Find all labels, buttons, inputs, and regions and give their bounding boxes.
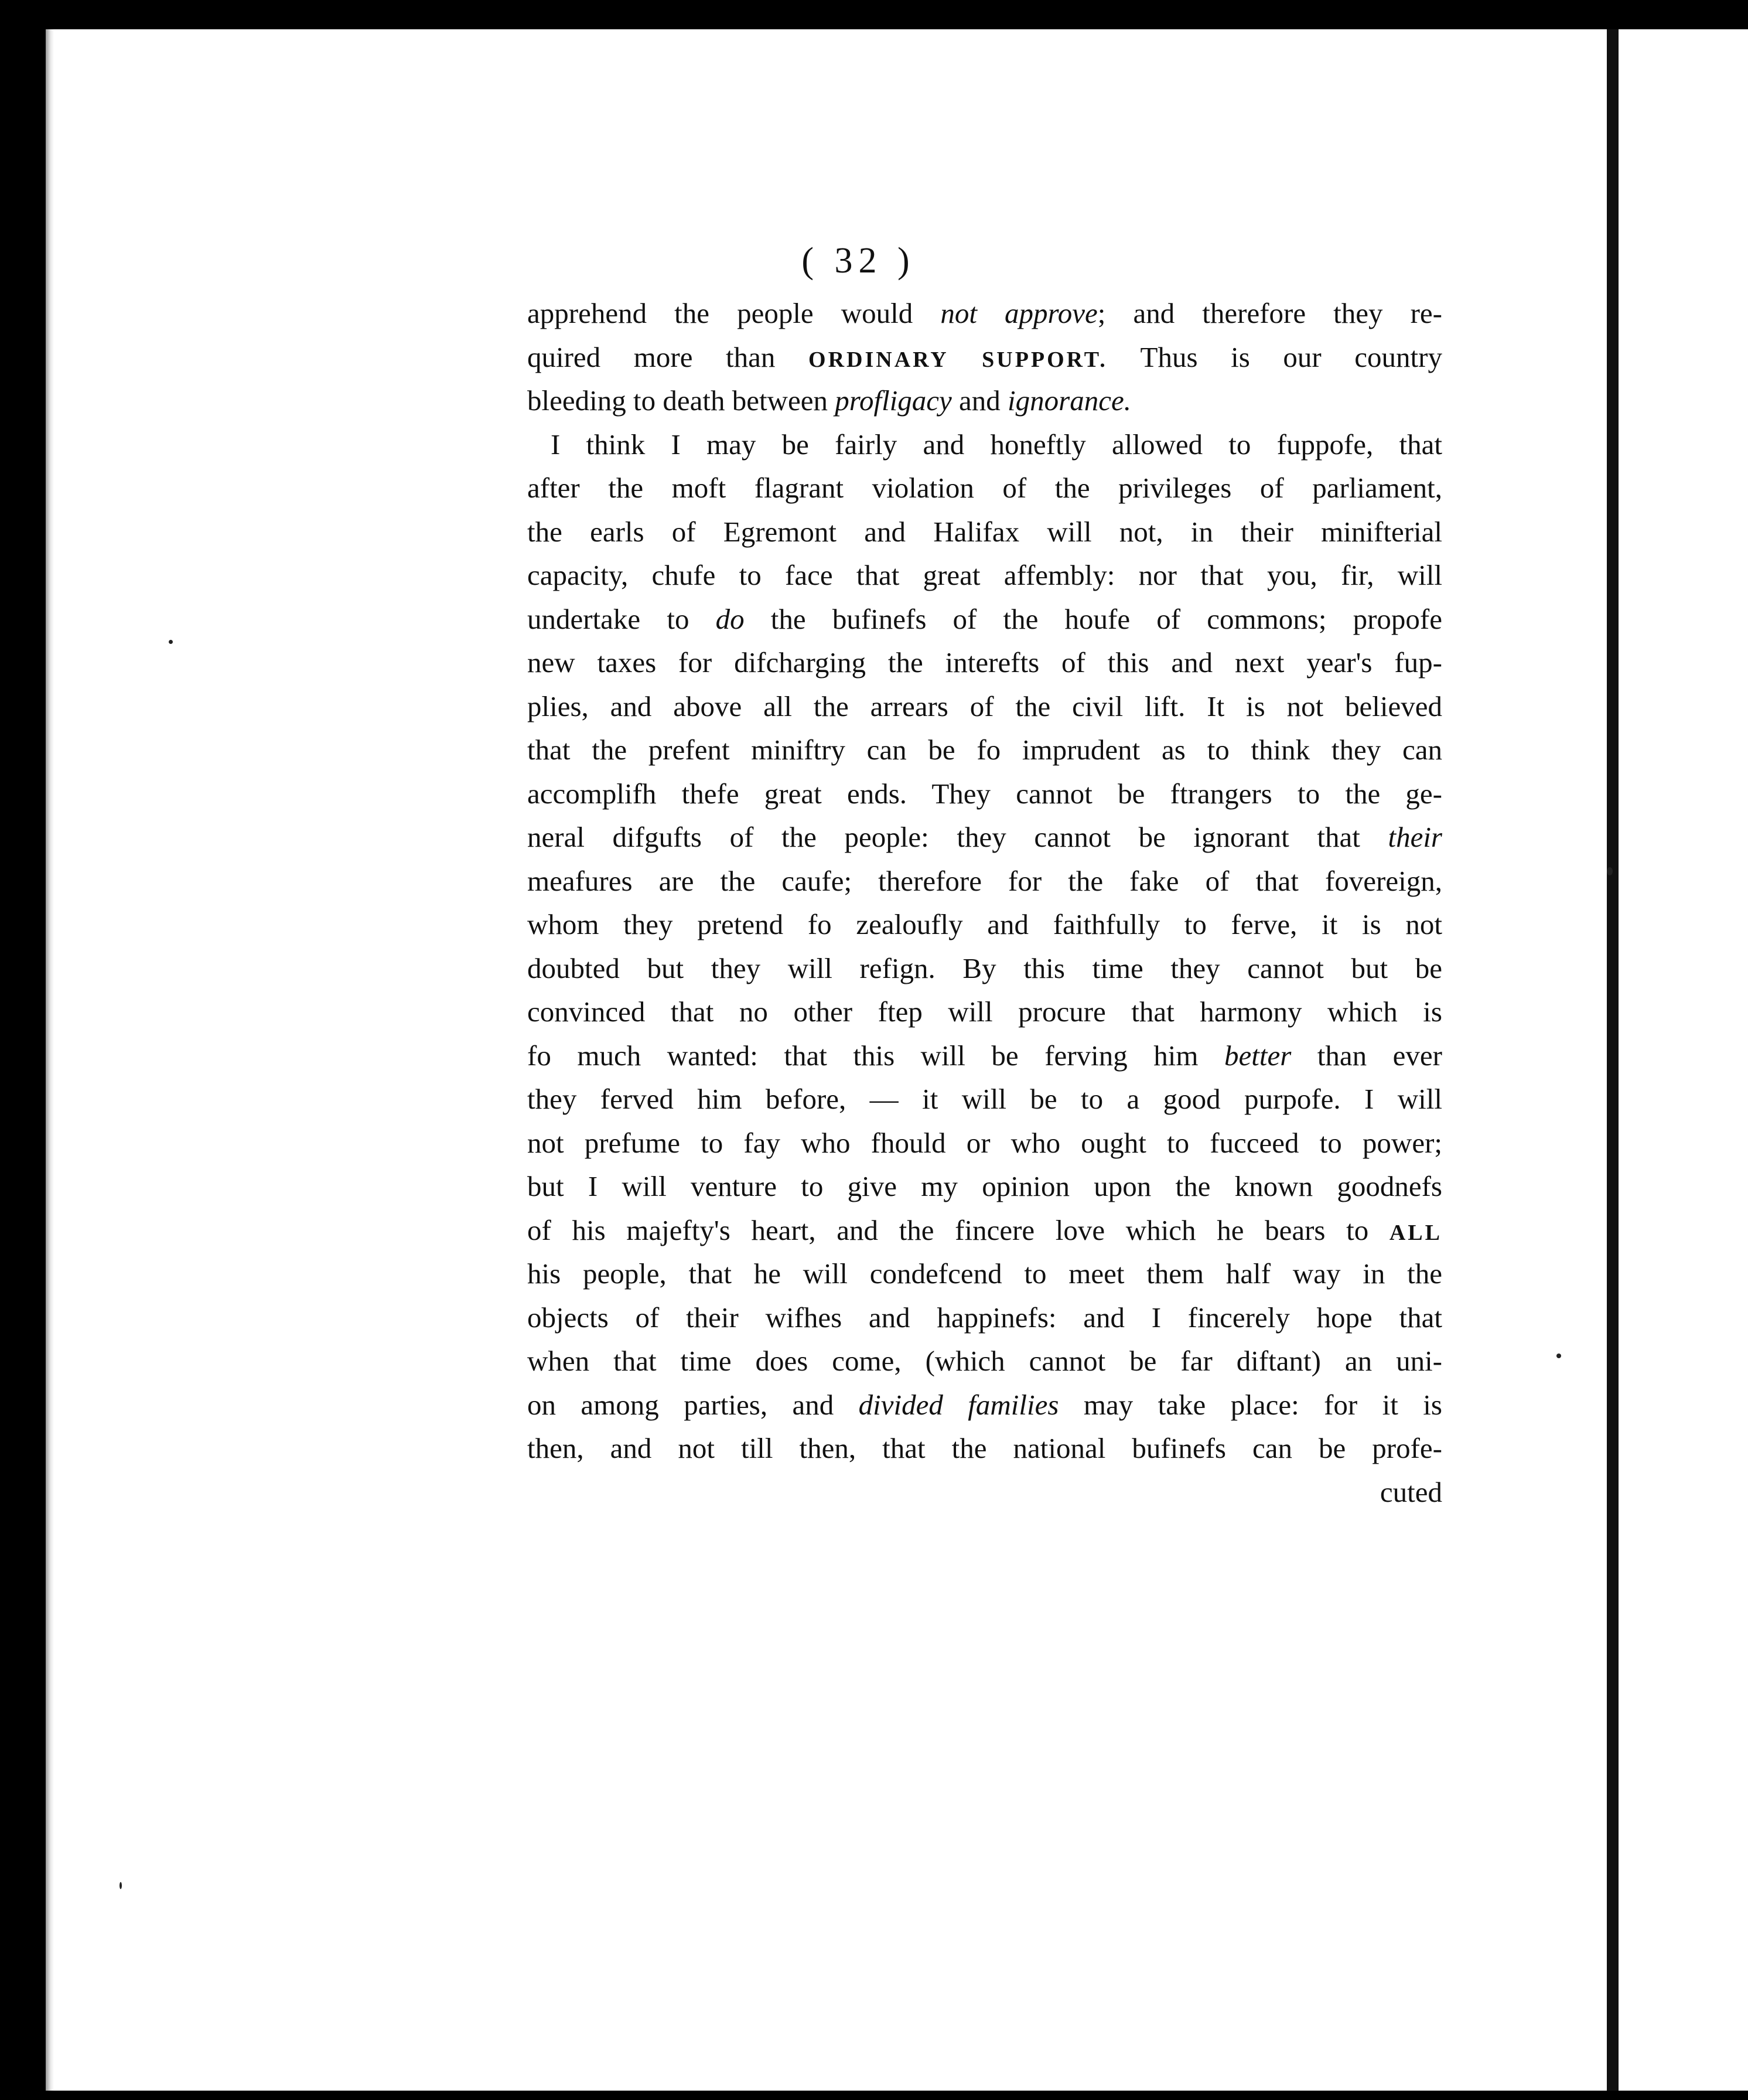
book-page: [46, 29, 1607, 2091]
facing-page-edge: [1619, 29, 1748, 2091]
text-run: Thus is our country: [1107, 340, 1442, 373]
text-run: whom they pretend fo zealoufly and faithfully to ferve, it is not: [527, 908, 1442, 940]
text-line: [527, 1121, 1442, 1165]
text-run: his people, that he will condefcend to meet them half way in the: [527, 1257, 1442, 1290]
text-run: on among parties, and: [527, 1388, 859, 1421]
body-text: [527, 292, 1442, 1534]
text-run: new taxes for difcharging the interefts of this and next year's fup-: [527, 646, 1442, 679]
text-line: [527, 510, 1442, 554]
text-line: [527, 292, 1442, 336]
text-run: I think I may be fairly and honeftly allowed to fuppofe, that: [551, 428, 1442, 461]
italic-text: better: [1224, 1039, 1292, 1072]
italic-text: ignorance.: [1008, 384, 1131, 417]
text-line: [527, 990, 1442, 1034]
text-run: than ever: [1291, 1039, 1442, 1072]
text-line: [527, 423, 1442, 467]
text-line: [527, 1383, 1442, 1427]
text-run: the bufinefs of the houfe of commons; propofe: [744, 602, 1442, 635]
text-run: objects of their wifhes and happinefs: and I fincerely hope that: [527, 1301, 1442, 1334]
text-line: [527, 1296, 1442, 1340]
scan-border-left: [0, 0, 46, 2100]
scan-border-bottom: [0, 2091, 1748, 2100]
ink-speck: [120, 1882, 122, 1889]
text-line: [527, 728, 1442, 772]
text-run: accomplifh thefe great ends. They cannot be ftrangers to the ge-: [527, 777, 1442, 810]
ink-speck: [1556, 1354, 1561, 1358]
text-line: [527, 1339, 1442, 1383]
italic-text: do: [715, 602, 745, 635]
text-line: [527, 1034, 1442, 1078]
text-line: [527, 1209, 1442, 1253]
text-line: [527, 860, 1442, 904]
text-run: they ferved him before, — it will be to a good purpofe. I will: [527, 1083, 1442, 1115]
text-run: doubted but they will refign. By this time they cannot but be: [527, 952, 1442, 984]
text-line: [527, 598, 1442, 642]
text-run: fo much wanted: that this will be ferving him: [527, 1039, 1224, 1072]
italic-text: not approve: [940, 297, 1098, 329]
italic-text: their: [1388, 821, 1442, 853]
text-line: [527, 466, 1442, 510]
text-run: may take place: for it is: [1059, 1388, 1442, 1421]
text-line: [527, 1165, 1442, 1209]
text-run: bleeding to death between: [527, 384, 835, 417]
text-line: [527, 554, 1442, 598]
text-run: meafures are the caufe; therefore for the fake of that fovereign,: [527, 864, 1442, 897]
ink-speck: [1607, 867, 1613, 875]
page-binding-edge: [46, 29, 54, 2091]
page-number: ( 32 ): [801, 241, 916, 281]
text-run: undertake to: [527, 602, 716, 635]
text-run: capacity, chufe to face that great affembly: nor that you, fir, will: [527, 559, 1442, 591]
italic-text: profligacy: [835, 384, 952, 417]
text-run: after the moft flagrant violation of the privileges of parliament,: [527, 472, 1442, 504]
text-line: [527, 903, 1442, 947]
text-run: the earls of Egremont and Halifax will not, in their minifterial: [527, 515, 1442, 548]
text-run: when that time does come, (which cannot be far diftant) an uni-: [527, 1345, 1442, 1377]
text-run: not prefume to fay who fhould or who ought to fucceed to power;: [527, 1126, 1442, 1159]
italic-text: divided families: [858, 1388, 1059, 1421]
text-line: [527, 1471, 1442, 1515]
text-run: of his majefty's heart, and the fincere love which he bears to: [527, 1213, 1389, 1246]
text-run: then, and not till then, that the national bufinefs can be profe-: [527, 1432, 1442, 1464]
text-line: [527, 1252, 1442, 1296]
text-run: plies, and above all the arrears of the civil lift. It is not believed: [527, 690, 1442, 722]
text-run: convinced that no other ftep will procure that harmony which is: [527, 996, 1442, 1028]
text-run: cuted: [1380, 1475, 1442, 1508]
text-run: ; and therefore they re-: [1097, 297, 1442, 329]
text-line: [527, 1427, 1442, 1471]
text-run: neral difgufts of the people: they cannot be ignorant that: [527, 821, 1388, 853]
text-line: [527, 772, 1442, 816]
text-line: [527, 641, 1442, 685]
ink-speck: [169, 640, 173, 644]
text-run: apprehend the people would: [527, 297, 941, 329]
text-line: [527, 336, 1442, 380]
text-line: [527, 947, 1442, 991]
small-caps-text: ALL: [1389, 1220, 1442, 1245]
small-caps-text: ORDINARY SUPPORT.: [808, 347, 1108, 372]
text-run: that the prefent miniftry can be fo imprudent as to think they can: [527, 734, 1442, 766]
text-line: [527, 685, 1442, 729]
text-line: [527, 379, 1442, 423]
text-run: and: [951, 384, 1008, 417]
text-line: [527, 1078, 1442, 1121]
text-run: but I will venture to give my opinion upon the known goodnefs: [527, 1170, 1442, 1202]
text-run: quired more than: [527, 340, 809, 373]
page-gutter: [1607, 29, 1619, 2091]
text-line: [527, 816, 1442, 860]
